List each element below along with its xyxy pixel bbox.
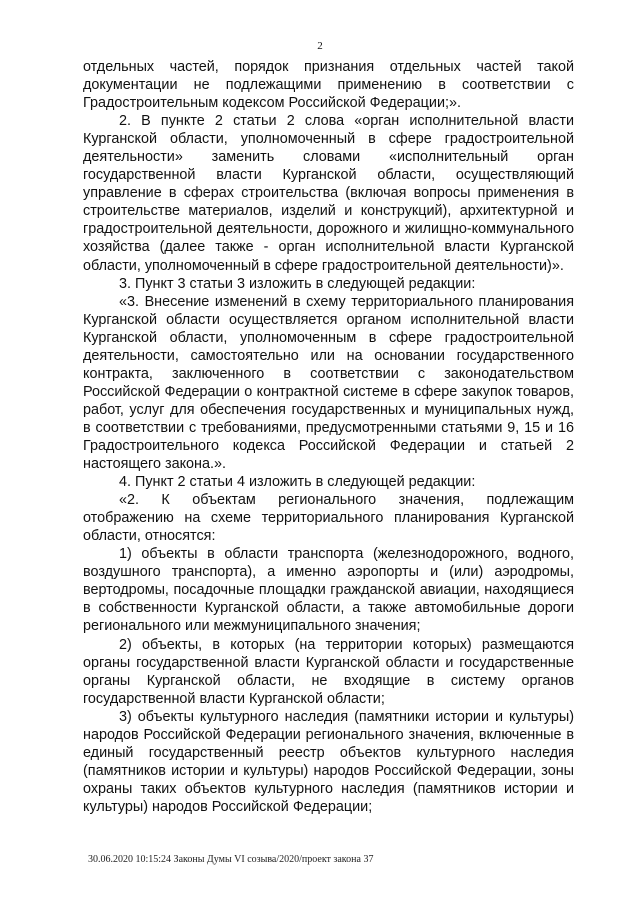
- page-number: 2: [317, 40, 323, 52]
- list-item-2: 2) объекты, в которых (на территории которых) размещаются органы государственной власти Курганской области и государственные органы Курганской области, не входящие в систему органов государственной власти Курганской области;: [83, 636, 574, 707]
- document-footer: 30.06.2020 10:15:24 Законы Думы VI созыва/2020/проект закона 37: [88, 854, 374, 865]
- paragraph-item-4-text: «2. К объектам регионального значения, подлежащим отображению на схеме территориального планирования Курганской области, относятся:: [83, 492, 574, 545]
- paragraph-item-3: 3. Пункт 3 статьи 3 изложить в следующей редакции:: [119, 275, 476, 292]
- paragraph-continuation: отдельных частей, порядок признания отдельных частей такой документации не подлежащими применению в соответствии с Градостроительным кодексом Российской Федерации;».: [83, 59, 574, 112]
- paragraph-item-4: 4. Пункт 2 статьи 4 изложить в следующей редакции:: [119, 474, 476, 491]
- list-item-3: 3) объекты культурного наследия (памятники истории и культуры) народов Российской Федерации регионального значения, включенные в единый государственный реестр объектов культурного наследия (памятников истории и культуры) народов Российской Федерации, зоны охраны таких объектов культурного наследия (памятников истории и культуры) народов Российской Федерации;: [83, 708, 574, 815]
- paragraph-item-2: 2. В пункте 2 статьи 2 слова «орган исполнительной власти Курганской области, уполномоченный в сфере градостроительной деятельности» заменить словами «исполнительный орган государственной власти Курганской области, осуществляющий управление в сферах строительства (включая вопросы применения в строительстве материалов, изделий и конструкций), архитектурной и градостроительной деятельности, дорожного и жилищно-коммунального хозяйства (далее также - орган исполнительной власти Курганской области, уполномоченный в сфере градостроительной деятельности)».: [83, 113, 574, 274]
- paragraph-item-3-text: «3. Внесение изменений в схему территориального планирования Курганской области осуществляется органом исполнительной власти Курганской области, уполномоченным в сфере градостроительной деятельности, самостоятельно или на основании государственного контракта, заключенного в соответствии с законодательством Российской Федерации о контрактной системе в сфере закупок товаров, работ, услуг для обеспечения государственных и муниципальных нужд, в соответствии с требованиями, предусмотренными статьями 9, 15 и 16 Градостроительного кодекса Российской Федерации и статьей 2 настоящего закона.».: [83, 293, 574, 473]
- document-body: [83, 58, 574, 816]
- list-item-1: 1) объекты в области транспорта (железнодорожного, водного, воздушного транспорта), а именно аэропорты и (или) аэродромы, вертодромы, посадочные площадки гражданской авиации, находящиеся в собственности Курганской области, а также автомобильные дороги регионального или межмуниципального значения;: [83, 546, 574, 635]
